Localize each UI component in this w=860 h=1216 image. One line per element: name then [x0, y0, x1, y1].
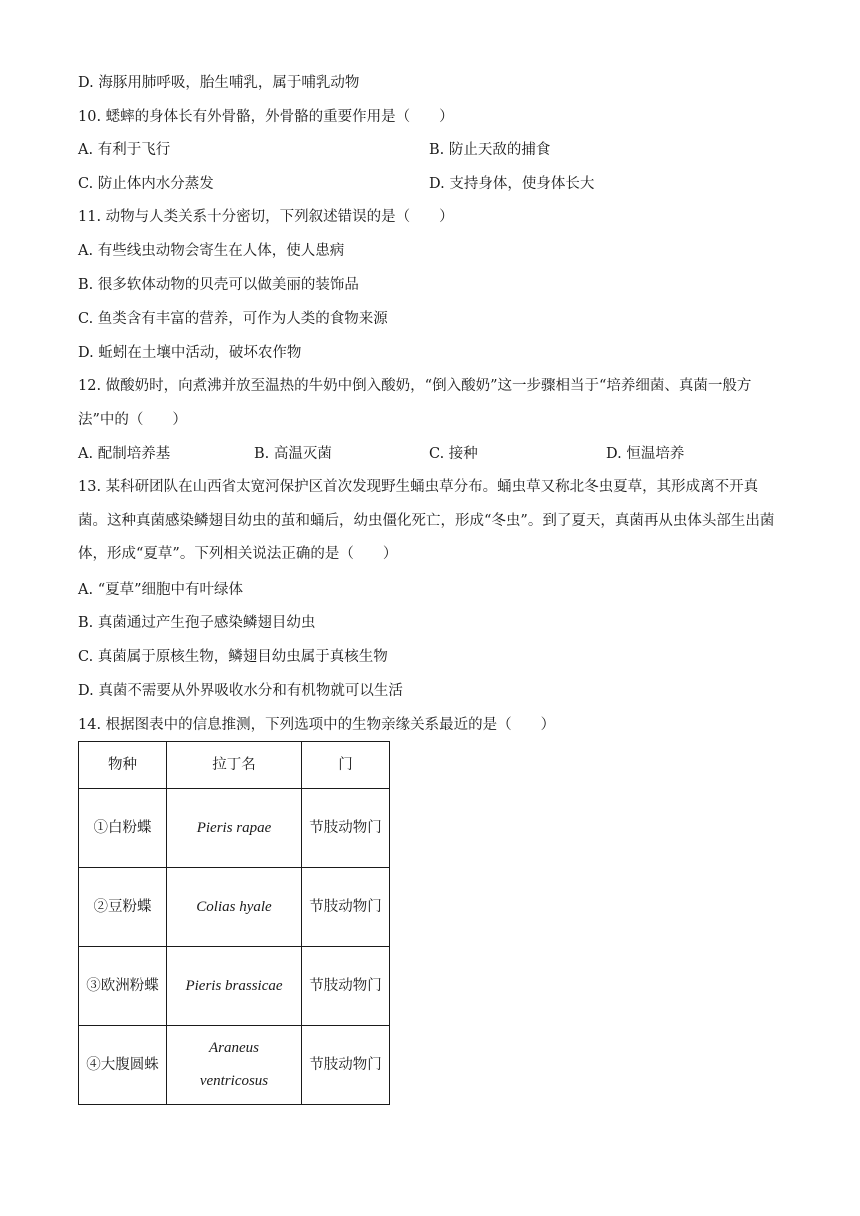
- table-row: [79, 868, 390, 947]
- q12-option-a: A. 配制培养基: [78, 446, 171, 462]
- q11-option-a: A. 有些线虫动物会寄生在人体，使人患病: [78, 243, 345, 259]
- q13-option-d: D. 真菌不需要从外界吸收水分和有机物就可以生活: [78, 683, 403, 699]
- table-row: [79, 789, 390, 868]
- q13-stem: 13. 某科研团队在山西省太宽河保护区首次发现野生蛹虫草分布。蛹虫草又称北冬虫夏草，其形成离不开真菌。这种真菌感染鳞翅目幼虫的茧和蛹后，幼虫僵化死亡，形成“冬虫”。到了夏天，真菌再从虫体头部生出菌体，形成“夏草”。下列相关说法正确的是（ ）: [78, 479, 775, 562]
- header-species: 物种: [79, 742, 167, 789]
- q10-option-d: D. 支持身体，使身体长大: [429, 176, 595, 192]
- q13-option-c: C. 真菌属于原核生物，鳞翅目幼虫属于真核生物: [78, 649, 388, 665]
- q12-stem: 12. 做酸奶时，向煮沸并放至温热的牛奶中倒入酸奶，“倒入酸奶”这一步骤相当于“培养细菌、真菌一般方法”中的（ ）: [78, 378, 752, 428]
- q11-option-d: D. 蚯蚓在土壤中活动，破坏农作物: [78, 345, 302, 361]
- q10-option-a: A. 有利于飞行: [78, 142, 171, 158]
- latin-name-cell: Colias hyale: [167, 868, 302, 947]
- q14-stem: 14. 根据图表中的信息推测，下列选项中的生物亲缘关系最近的是（ ）: [78, 717, 556, 733]
- q12-option-b: B. 高温灭菌: [254, 446, 332, 462]
- header-phylum: 门: [302, 742, 390, 789]
- header-latin-name: 拉丁名: [167, 742, 302, 789]
- q10-stem: 10. 蟋蟀的身体长有外骨骼，外骨骼的重要作用是（ ）: [78, 109, 454, 125]
- table-row: [79, 947, 390, 1026]
- latin-name-cell: Araneus ventricosus: [167, 1026, 302, 1105]
- q11-stem: 11. 动物与人类关系十分密切，下列叙述错误的是（ ）: [78, 209, 454, 225]
- table-header-row: [79, 742, 390, 789]
- q9-option-d: D. 海豚用肺呼吸，胎生哺乳，属于哺乳动物: [78, 75, 360, 91]
- phylum-cell: 节肢动物门: [302, 947, 390, 1026]
- q11-option-c: C. 鱼类含有丰富的营养，可作为人类的食物来源: [78, 311, 388, 327]
- q13-option-b: B. 真菌通过产生孢子感染鳞翅目幼虫: [78, 615, 316, 631]
- q10-option-c: C. 防止体内水分蒸发: [78, 176, 214, 192]
- q11-option-b: B. 很多软体动物的贝壳可以做美丽的装饰品: [78, 277, 359, 293]
- species-cell: ②豆粉蝶: [79, 868, 167, 947]
- q13-option-a: A. “夏草”细胞中有叶绿体: [78, 582, 244, 598]
- table-row: [79, 1026, 390, 1105]
- phylum-cell: 节肢动物门: [302, 868, 390, 947]
- species-table: [78, 741, 390, 1105]
- latin-name-cell: Pieris rapae: [167, 789, 302, 868]
- q12-option-d: D. 恒温培养: [606, 446, 685, 462]
- species-cell: ①白粉蝶: [79, 789, 167, 868]
- species-cell: ③欧洲粉蝶: [79, 947, 167, 1026]
- phylum-cell: 节肢动物门: [302, 1026, 390, 1105]
- species-cell: ④大腹圆蛛: [79, 1026, 167, 1105]
- q12-option-c: C. 接种: [429, 446, 478, 462]
- phylum-cell: 节肢动物门: [302, 789, 390, 868]
- q10-option-b: B. 防止天敌的捕食: [429, 142, 551, 158]
- latin-name-cell: Pieris brassicae: [167, 947, 302, 1026]
